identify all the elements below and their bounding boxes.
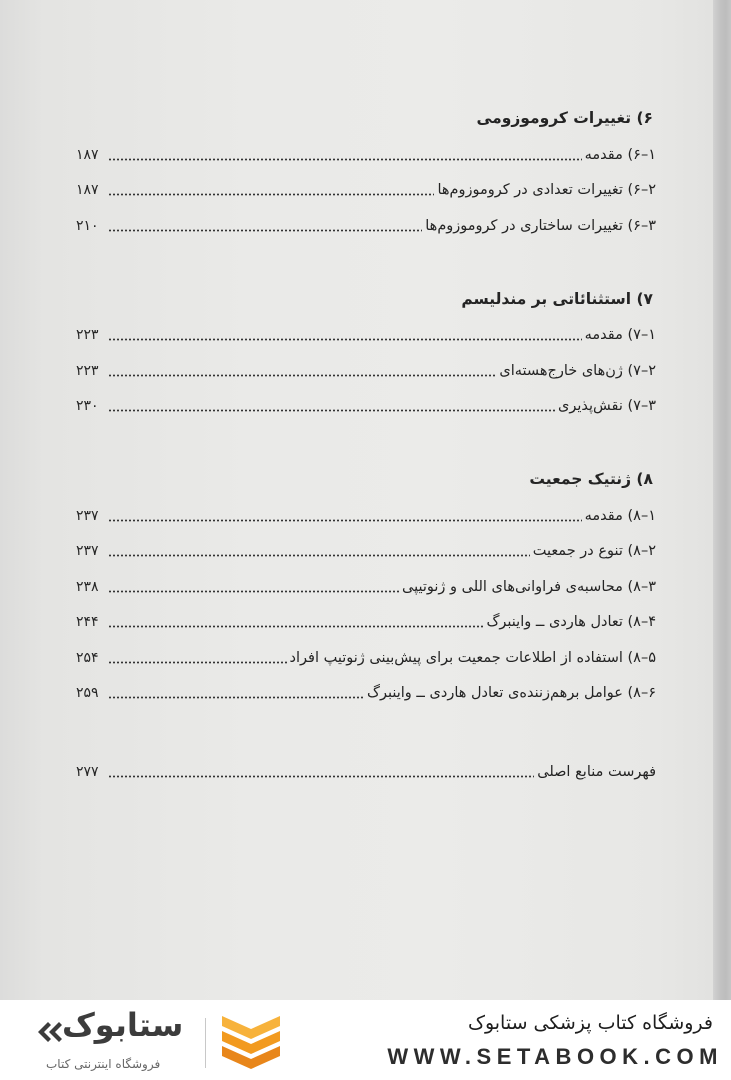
dot-leader	[108, 374, 496, 377]
entry-page-number: ۲۳۰	[76, 398, 99, 415]
dot-leader	[108, 409, 555, 412]
entry-title: ۳–۶) تغییرات ساختاری در کروموزوم‌ها	[425, 217, 656, 234]
entry-title: فهرست منابع اصلی	[537, 763, 656, 780]
dot-leader	[108, 590, 399, 593]
entry-page-number: ۲۵۴	[76, 649, 99, 666]
dot-leader	[108, 519, 582, 522]
entry-page-number: ۱۸۷	[76, 182, 99, 199]
toc-entry	[76, 389, 656, 425]
dot-leader	[108, 193, 434, 196]
dot-leader	[108, 661, 287, 664]
toc-section-8	[76, 460, 656, 711]
section-heading: ۷) استثنائاتی بر مندلیسم	[461, 289, 653, 308]
toc-entry	[76, 318, 656, 354]
entry-title: ۲–۷) ژن‌های خارج‌هسته‌ای	[499, 362, 656, 379]
toc-entry	[76, 640, 656, 676]
toc-entry	[76, 676, 656, 712]
orange-chevron-stack-icon	[222, 1016, 280, 1070]
logo-divider	[205, 1018, 206, 1068]
entry-page-number: ۲۱۰	[76, 217, 99, 234]
toc-entry-references	[76, 754, 656, 790]
section-heading: ۸) ژنتیک جمعیت	[529, 470, 653, 488]
entry-title: ۲–۶) تغییرات تعدادی در کروموزوم‌ها	[437, 182, 656, 199]
toc-entry	[76, 173, 656, 209]
entry-page-number: ۲۳۸	[76, 578, 99, 595]
entry-title: ۴–۸) تعادل هاردی ــ واینبرگ	[486, 614, 656, 631]
section-heading: ۶) تغییرات کروموزومی	[476, 109, 653, 127]
entry-title: ۳–۸) محاسبه‌ی فراوانی‌های اللی و ژنوتیپی	[401, 578, 656, 595]
entry-page-number: ۲۴۴	[76, 614, 99, 631]
toc-section-6	[76, 99, 656, 244]
page-edge-shadow	[713, 0, 731, 1000]
entry-page-number: ۲۳۷	[76, 543, 99, 560]
entry-title: ۳–۷) نقش‌پذیری	[558, 398, 656, 415]
store-name: فروشگاه کتاب پزشکی ستابوک	[467, 1012, 713, 1034]
toc-entry	[76, 569, 656, 605]
toc-section-7	[76, 280, 656, 425]
dot-leader	[108, 696, 364, 699]
entry-page-number: ۱۸۷	[76, 146, 99, 163]
entry-title: ۱–۸) مقدمه	[584, 507, 656, 524]
entry-page-number: ۲۵۹	[76, 685, 99, 702]
toc-entry	[76, 208, 656, 244]
logo-wordmark: ستابوک	[62, 1006, 184, 1044]
store-watermark-banner	[0, 1000, 731, 1080]
table-of-contents	[76, 99, 656, 790]
dot-leader	[108, 554, 530, 557]
dot-leader	[108, 158, 582, 161]
toc-entry	[76, 498, 656, 534]
toc-entry	[76, 605, 656, 641]
entry-title: ۱–۶) مقدمه	[584, 146, 656, 163]
dot-leader	[108, 338, 582, 341]
dot-leader	[108, 625, 483, 628]
entry-title: ۵–۸) استفاده از اطلاعات جمعیت برای پیش‌بینی ژنوتیپ افراد	[289, 649, 656, 666]
website-url: WWW.SETABOOK.COM	[387, 1044, 723, 1069]
toc-entry	[76, 353, 656, 389]
entry-title: ۱–۷) مقدمه	[584, 327, 656, 344]
double-chevron-left-icon	[36, 1020, 62, 1044]
entry-page-number: ۲۷۷	[76, 763, 99, 780]
entry-page-number: ۲۳۷	[76, 507, 99, 524]
logo-tagline: فروشگاه اینترنتی کتاب	[46, 1057, 161, 1071]
entry-title: ۲–۸) تنوع در جمعیت	[532, 543, 656, 560]
entry-page-number: ۲۲۳	[76, 362, 99, 379]
entry-page-number: ۲۲۳	[76, 327, 99, 344]
toc-entry	[76, 137, 656, 173]
entry-title: ۶–۸) عوامل برهم‌زننده‌ی تعادل هاردی ــ واینبرگ	[367, 685, 656, 702]
dot-leader	[108, 229, 422, 232]
dot-leader	[108, 775, 534, 778]
toc-entry	[76, 534, 656, 570]
